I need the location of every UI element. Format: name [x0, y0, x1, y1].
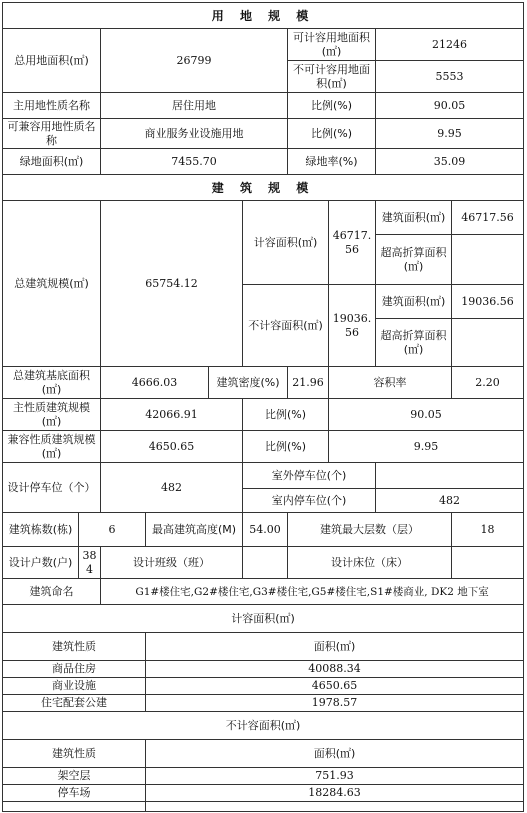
main-land-use-value: 居住用地 [101, 93, 288, 119]
indoor-parking-value: 482 [376, 489, 524, 513]
nonfar-land-area-value: 5553 [376, 61, 524, 93]
parking-value: 482 [101, 463, 243, 513]
table-row [3, 678, 524, 695]
compat-land-ratio-label: 比例(%) [288, 119, 376, 149]
main-building-scale-label: 主性质建筑规模(㎡) [3, 399, 101, 431]
far-row-nature: 住宅配套公建 [3, 695, 146, 712]
nonfar-building-area-label: 建筑面积(㎡) [376, 285, 452, 319]
outdoor-parking-value [376, 463, 524, 489]
nonfar-row-nature: 停车场 [3, 785, 146, 802]
far-row-nature: 商品住房 [3, 661, 146, 678]
classes-label: 设计班级（班） [101, 547, 243, 579]
density-label: 建筑密度(%) [209, 367, 288, 399]
compat-building-scale-label: 兼容性质建筑规模(㎡) [3, 431, 101, 463]
building-naming-label: 建筑命名 [3, 579, 101, 605]
building-count-label: 建筑栋数(栋) [3, 513, 79, 547]
nonfar-row-area: 18284.63 [146, 785, 524, 802]
max-floors-value: 18 [452, 513, 524, 547]
building-naming-value: G1#楼住宅,G2#楼住宅,G3#楼住宅,G5#楼住宅,S1#楼商业, DK2 地下室 [101, 579, 524, 605]
far-ratio-value: 2.20 [452, 367, 524, 399]
base-area-value: 4666.03 [101, 367, 209, 399]
beds-value [452, 547, 524, 579]
empty-cell [3, 802, 146, 812]
main-building-scale-value: 42066.91 [101, 399, 243, 431]
total-building-label: 总建筑规模(㎡) [3, 201, 101, 367]
table-row [3, 785, 524, 802]
nonfar-highrise-area-label: 超高折算面积(㎡) [376, 319, 452, 367]
table-row [3, 695, 524, 712]
nonfar-area-value: 19036.56 [329, 285, 376, 367]
main-land-ratio-label: 比例(%) [288, 93, 376, 119]
main-land-ratio-value: 90.05 [376, 93, 524, 119]
total-land-area-value: 26799 [101, 29, 288, 93]
nonfar-table-col-nature: 建筑性质 [3, 740, 146, 768]
green-area-label: 绿地面积(㎡) [3, 149, 101, 175]
max-height-label: 最高建筑高度(M) [146, 513, 243, 547]
far-table-col-area: 面积(㎡) [146, 633, 524, 661]
land-section-title: 用 地 规 模 [3, 3, 524, 29]
base-area-label: 总建筑基底面积(㎡) [3, 367, 101, 399]
far-building-area-label: 建筑面积(㎡) [376, 201, 452, 235]
main-building-ratio-value: 90.05 [329, 399, 524, 431]
compat-land-use-value: 商业服务业设施用地 [101, 119, 288, 149]
households-value: 384 [79, 547, 101, 579]
parking-label: 设计停车位（个） [3, 463, 101, 513]
nonfar-building-area-value: 19036.56 [452, 285, 524, 319]
far-land-area-label: 可计容用地面积(㎡) [288, 29, 376, 61]
nonfar-row-nature: 架空层 [3, 768, 146, 785]
far-building-area-value: 46717.56 [452, 201, 524, 235]
households-label: 设计户数(户) [3, 547, 79, 579]
nonfar-row-area: 751.93 [146, 768, 524, 785]
green-rate-label: 绿地率(%) [288, 149, 376, 175]
far-highrise-area-label: 超高折算面积(㎡) [376, 235, 452, 285]
far-area-label: 计容面积(㎡) [243, 201, 329, 285]
outdoor-parking-label: 室外停车位(个) [243, 463, 376, 489]
table-row [3, 802, 524, 812]
planning-table [2, 2, 524, 812]
far-row-area: 4650.65 [146, 678, 524, 695]
max-height-value: 54.00 [243, 513, 288, 547]
green-rate-value: 35.09 [376, 149, 524, 175]
building-section-title: 建 筑 规 模 [3, 175, 524, 201]
far-table-title: 计容面积(㎡) [3, 605, 524, 633]
indoor-parking-label: 室内停车位(个) [243, 489, 376, 513]
green-area-value: 7455.70 [101, 149, 288, 175]
nonfar-land-area-label: 不可计容用地面积(㎡) [288, 61, 376, 93]
compat-building-scale-value: 4650.65 [101, 431, 243, 463]
nonfar-area-label: 不计容面积(㎡) [243, 285, 329, 367]
far-highrise-area-value [452, 235, 524, 285]
classes-value [243, 547, 288, 579]
beds-label: 设计床位（床） [288, 547, 452, 579]
nonfar-table-col-area: 面积(㎡) [146, 740, 524, 768]
density-value: 21.96 [288, 367, 329, 399]
main-land-use-label: 主用地性质名称 [3, 93, 101, 119]
compat-land-ratio-value: 9.95 [376, 119, 524, 149]
empty-cell [146, 802, 524, 812]
compat-building-ratio-value: 9.95 [329, 431, 524, 463]
far-row-nature: 商业设施 [3, 678, 146, 695]
max-floors-label: 建筑最大层数（层） [288, 513, 452, 547]
table-row [3, 661, 524, 678]
nonfar-table-title: 不计容面积(㎡) [3, 712, 524, 740]
main-building-ratio-label: 比例(%) [243, 399, 329, 431]
far-row-area: 40088.34 [146, 661, 524, 678]
compat-land-use-label: 可兼容用地性质名称 [3, 119, 101, 149]
total-building-value: 65754.12 [101, 201, 243, 367]
far-area-value: 46717.56 [329, 201, 376, 285]
far-row-area: 1978.57 [146, 695, 524, 712]
far-table-col-nature: 建筑性质 [3, 633, 146, 661]
building-count-value: 6 [79, 513, 146, 547]
nonfar-highrise-area-value [452, 319, 524, 367]
table-row [3, 768, 524, 785]
far-ratio-label: 容积率 [329, 367, 452, 399]
far-land-area-value: 21246 [376, 29, 524, 61]
compat-building-ratio-label: 比例(%) [243, 431, 329, 463]
total-land-area-label: 总用地面积(㎡) [3, 29, 101, 93]
